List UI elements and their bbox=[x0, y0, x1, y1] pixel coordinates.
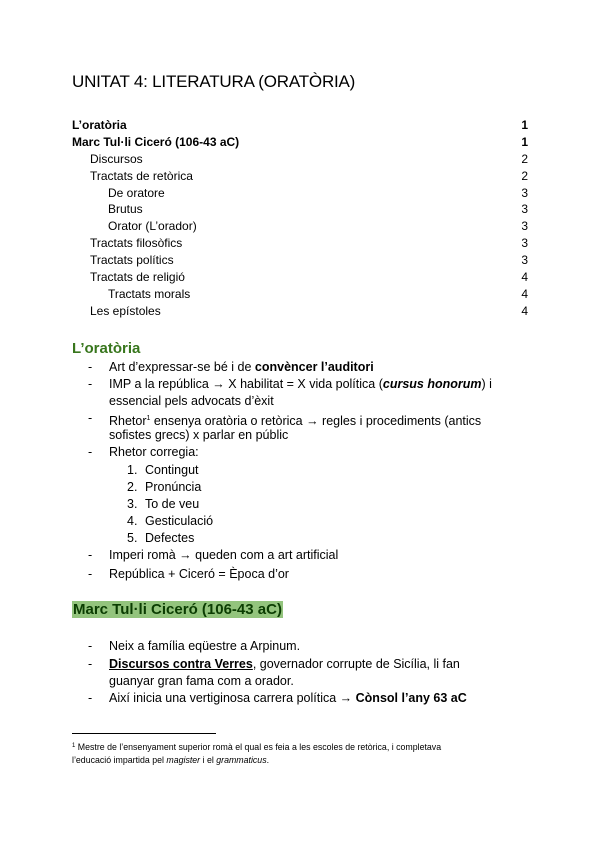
toc-entry-label[interactable]: Les epístoles bbox=[90, 303, 161, 318]
toc-entry[interactable] bbox=[72, 134, 528, 151]
toc-entry[interactable] bbox=[72, 252, 528, 269]
numbered-item bbox=[127, 479, 201, 496]
toc-entry-page[interactable]: 4 bbox=[521, 286, 528, 301]
toc-entry-page[interactable]: 2 bbox=[521, 168, 528, 183]
bullet-dash: - bbox=[88, 639, 93, 653]
bullet-dash: - bbox=[88, 411, 93, 425]
toc-entry-page[interactable]: 1 bbox=[521, 134, 528, 149]
toc-entry[interactable] bbox=[72, 168, 528, 185]
toc-entry-label[interactable]: Brutus bbox=[108, 202, 143, 217]
item-text: Gesticulació bbox=[145, 514, 214, 528]
footnote: $^1$ Mestre de l’ensenyament superior romà el qual es feia a les escoles de retòrica, i completava l’educació impartida pel magister i el grammaticus. bbox=[72, 742, 442, 765]
footnote-reference[interactable]: 1 bbox=[146, 415, 151, 422]
toc-entry[interactable] bbox=[72, 235, 528, 252]
numbered-item bbox=[127, 462, 199, 479]
toc-entry-label[interactable]: Marc Tul·li Ciceró (106-43 aC) bbox=[72, 134, 240, 149]
footnote-number: 1 bbox=[72, 743, 76, 749]
toc-entry[interactable] bbox=[72, 185, 528, 202]
bullet-dash: - bbox=[88, 548, 93, 562]
footnote-separator bbox=[72, 733, 216, 734]
bullet-dash: - bbox=[88, 657, 93, 671]
bullet-dash: - bbox=[88, 360, 93, 374]
item-number: 4. bbox=[127, 514, 138, 528]
toc-entry[interactable] bbox=[72, 151, 528, 168]
toc-entry[interactable] bbox=[72, 218, 528, 235]
toc-entry-page[interactable]: 3 bbox=[521, 219, 528, 234]
bullet-dash: - bbox=[88, 691, 93, 705]
toc-entry-page[interactable]: 4 bbox=[521, 270, 528, 285]
toc-entry-page[interactable]: 4 bbox=[521, 303, 528, 318]
toc-entry-label[interactable]: De oratore bbox=[108, 185, 165, 200]
toc-entry-label[interactable]: L’oratòria bbox=[72, 118, 127, 132]
numbered-item bbox=[127, 513, 213, 530]
item-number: 1. bbox=[127, 463, 138, 477]
item-number: 5. bbox=[127, 531, 138, 545]
bold-italic-text: cursus honorum bbox=[382, 377, 482, 391]
toc-entry[interactable] bbox=[72, 303, 528, 320]
toc-entry-label[interactable]: Tractats de retòrica bbox=[90, 168, 193, 183]
bold-underlined-text: Discursos contra Verres bbox=[109, 657, 253, 671]
toc-entry-page[interactable]: 2 bbox=[521, 151, 528, 166]
toc-entry-label[interactable]: Tractats morals bbox=[108, 286, 191, 301]
document-page: UNITAT 4: LITERATURA (ORATÒRIA) L’oratòria 1 Marc Tul·li Ciceró (106-43 aC) 1 Discursos 2 Tractats de retòrica 2 De oratore 3 Brutus 3 Orator (L’orador) 3 Tractats filosòfics 3 Tractats polítics 3 Tractats de religió 4 Tractats morals 4 Les epístoles 4 L’oratòria - Art d’expressar-se bé i de convèncer l’auditori - IMP a la república → X habilitat = X vida política (cursus honorum) i essencial pels advocats d’èxit - Rhetor$^1$ ensenya oratòria o retòrica → regles i procediments (antics sofistes grecs) x parlar en públic - Rhetor corregia: 1. Contingut 2. Pronúncia 3. To de veu 4. Gesticulació 5. Defectes - Imperi romà → queden com a art artificial - República + Ciceró = Època d’or Marc Tul·li Ciceró (106-43 aC) - Neix a família eqüestre a Arpinum. - Discursos contra Verres, governador corrupte de Sicília, li fan guanyar gran fama com a orador. - Així inicia una vertiginosa carrera política → Cònsol l’any 63 aC $^1$ Mestre de l’ensenyament superior romà el qual es feia a les escoles de retòrica, i completava l’educació impartida pel magister i el grammaticus. bbox=[0, 0, 600, 848]
section-heading-ciceron: Marc Tul·li Ciceró (106-43 aC) bbox=[73, 601, 282, 618]
item-number: 3. bbox=[127, 497, 138, 511]
toc-entry-label[interactable]: Tractats filosòfics bbox=[90, 236, 183, 251]
document-title: UNITAT 4: LITERATURA (ORATÒRIA) bbox=[72, 72, 356, 91]
section-heading-oratoria: L’oratòria bbox=[72, 340, 141, 357]
toc-entry-label[interactable]: Orator (L’orador) bbox=[108, 219, 197, 234]
toc-entry[interactable] bbox=[72, 201, 528, 218]
bullet-dash: - bbox=[88, 377, 93, 391]
toc-entry[interactable] bbox=[72, 117, 528, 134]
item-number: 2. bbox=[127, 480, 138, 494]
item-text: Pronúncia bbox=[145, 480, 202, 494]
toc-entry-page[interactable]: 1 bbox=[521, 118, 528, 132]
bullet-dash: - bbox=[88, 567, 93, 581]
toc-entry-page[interactable]: 3 bbox=[521, 236, 528, 251]
toc-entry[interactable] bbox=[72, 269, 528, 286]
toc-entry-page[interactable]: 3 bbox=[521, 253, 528, 268]
toc-entry-label[interactable]: Tractats de religió bbox=[90, 270, 185, 285]
item-text: To de veu bbox=[145, 497, 200, 511]
bullet-dash: - bbox=[88, 445, 93, 459]
numbered-item bbox=[127, 496, 199, 513]
toc-entry-page[interactable]: 3 bbox=[521, 202, 528, 217]
numbered-item bbox=[127, 530, 194, 547]
toc-entry[interactable] bbox=[72, 286, 528, 303]
item-text: Contingut bbox=[145, 463, 199, 477]
bold-text: Cònsol l’any 63 aC bbox=[355, 691, 467, 705]
toc-entry-page[interactable]: 3 bbox=[521, 185, 528, 200]
item-text: Defectes bbox=[145, 531, 195, 545]
toc-entry-label[interactable]: Tractats polítics bbox=[90, 253, 174, 268]
toc-entry-label[interactable]: Discursos bbox=[90, 151, 143, 166]
bold-text: convèncer l’auditori bbox=[254, 360, 374, 374]
table-of-contents bbox=[72, 117, 528, 320]
